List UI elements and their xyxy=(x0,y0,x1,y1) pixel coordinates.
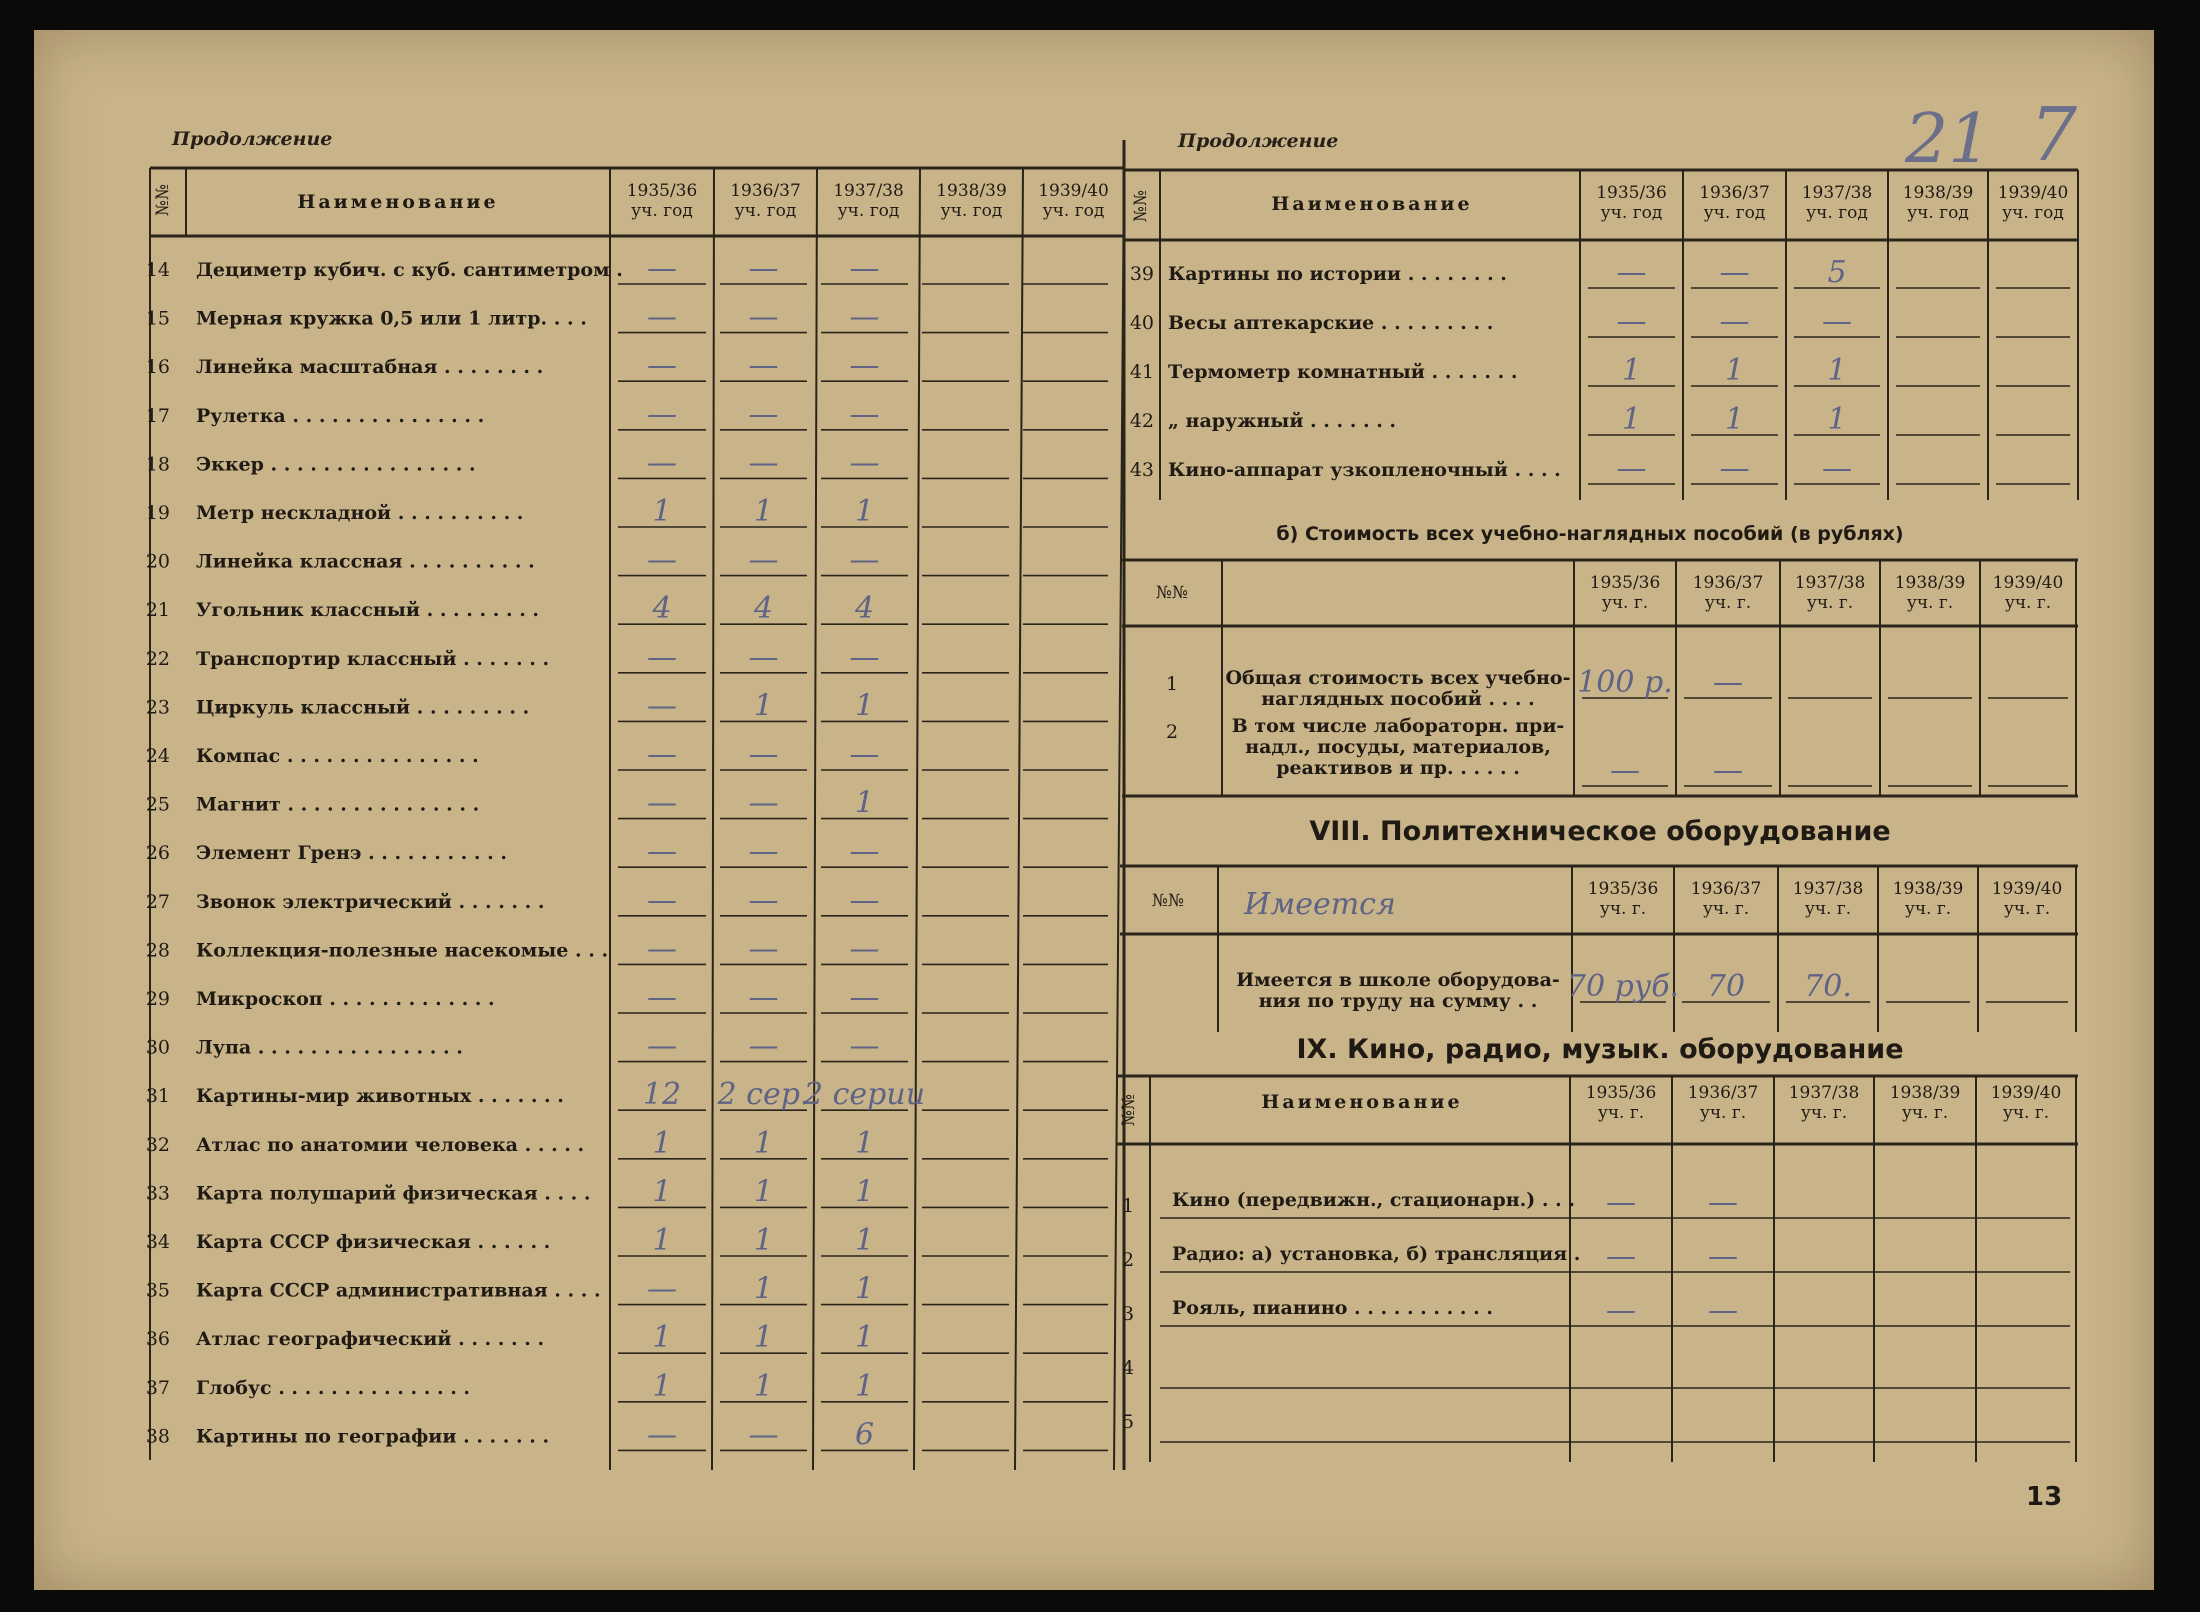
cell-value: — xyxy=(849,834,880,870)
continuation-label-right: Продолжение xyxy=(1178,130,1339,152)
cell-value: — xyxy=(1606,1239,1636,1274)
row-label: Угольник классный . . . . . . . . . xyxy=(196,599,540,622)
header-year: уч. год xyxy=(734,201,797,221)
row-number: 27 xyxy=(145,890,170,913)
cell-value: — xyxy=(1713,753,1743,788)
cell-value: — xyxy=(1606,1185,1636,1220)
row-number: 2 xyxy=(1121,1249,1135,1271)
cell-value: — xyxy=(647,445,677,481)
cell-value: 1 xyxy=(753,1368,774,1404)
cell-value: — xyxy=(1822,451,1852,486)
cell-value: 1 xyxy=(1621,353,1642,388)
row-label: Карта СССР административная . . . . xyxy=(196,1279,601,1302)
row-number: 33 xyxy=(145,1182,170,1205)
header-year: уч. г. xyxy=(1704,593,1752,613)
row-label: „ наружный . . . . . . . xyxy=(1168,410,1397,432)
header-year: 1938/39 xyxy=(1894,573,1966,593)
cell-value: — xyxy=(748,445,779,481)
row-number: 18 xyxy=(145,453,170,476)
header-year: 1935/36 xyxy=(1589,573,1661,593)
cell-value: — xyxy=(647,251,677,286)
row-label: Циркуль классный . . . . . . . . . xyxy=(196,696,530,719)
row-number: 17 xyxy=(145,404,170,427)
row-label: Эккер . . . . . . . . . . . . . . . . xyxy=(196,453,476,476)
cell-value: — xyxy=(849,542,880,578)
cell-value: 1 xyxy=(753,494,774,529)
header-year: 1936/37 xyxy=(1687,1083,1759,1103)
header-year: уч. г. xyxy=(2002,1103,2050,1123)
header-year: 1939/40 xyxy=(1990,1083,2062,1103)
row-label: Микроскоп . . . . . . . . . . . . . xyxy=(196,988,495,1010)
row-number: 34 xyxy=(145,1231,170,1253)
header-year: 1939/40 xyxy=(1992,573,2064,593)
cell-value: — xyxy=(647,1417,677,1453)
row-number: 4 xyxy=(1121,1357,1135,1379)
cell-value: — xyxy=(647,785,677,821)
header-year: уч. год xyxy=(2002,203,2064,223)
cell-value: 1 xyxy=(854,494,875,529)
header-year: 1936/37 xyxy=(1699,183,1770,203)
row-label: Кино (передвижн., стационарн.) . . . xyxy=(1172,1189,1575,1211)
cell-value: — xyxy=(1822,304,1852,339)
header-year: 1938/39 xyxy=(936,181,1007,201)
row-label: Рулетка . . . . . . . . . . . . . . . xyxy=(196,404,485,427)
header-year: 1935/36 xyxy=(626,181,698,201)
header-name: Наименование xyxy=(1261,1091,1463,1113)
cell-value: — xyxy=(849,737,880,772)
cell-value: — xyxy=(647,688,677,724)
row-label: Атлас по анатомии человека . . . . . xyxy=(196,1133,585,1156)
cell-value: — xyxy=(849,299,880,335)
header-year: уч. г. xyxy=(1597,1103,1645,1123)
row-number: 40 xyxy=(1129,312,1154,334)
row-number: 19 xyxy=(145,502,170,524)
row-label: Термометр комнатный . . . . . . . xyxy=(1168,361,1518,383)
cell-value: 1 xyxy=(854,688,875,724)
header-year: уч. год xyxy=(1907,203,1969,223)
header-year: 1937/38 xyxy=(1794,573,1866,593)
cell-value: 1 xyxy=(652,1125,672,1161)
cell-value: — xyxy=(849,348,880,384)
cell-value: — xyxy=(1610,753,1640,788)
header-year: уч. г. xyxy=(2003,899,2051,919)
row-number: 23 xyxy=(145,696,170,719)
header-year: 1937/38 xyxy=(1792,879,1864,899)
header-year: уч. г. xyxy=(1800,1103,1848,1123)
header-year: 1938/39 xyxy=(1902,183,1974,203)
row-label: надл., посуды, материалов, xyxy=(1245,736,1551,758)
row-label: Дециметр кубич. с куб. сантиметром . xyxy=(196,259,623,281)
cell-value: — xyxy=(647,639,677,675)
row-number: 21 xyxy=(145,599,170,622)
row-number: 43 xyxy=(1129,459,1154,481)
header-year: уч. год xyxy=(837,201,900,221)
row-number: 42 xyxy=(1129,410,1154,432)
col-rule xyxy=(1015,168,1023,1470)
cell-value: 100 р. xyxy=(1577,665,1673,700)
row-number: 1 xyxy=(1165,673,1179,695)
cell-value: — xyxy=(647,1271,677,1307)
cell-value: 4 xyxy=(652,591,672,627)
row-number: 26 xyxy=(145,842,170,865)
cell-value: — xyxy=(748,882,779,918)
row-label: Картины-мир животных . . . . . . . xyxy=(196,1085,564,1108)
header-year: уч. год xyxy=(1042,201,1105,221)
header-year: 1937/38 xyxy=(1788,1083,1860,1103)
row-number: 38 xyxy=(145,1425,170,1448)
header-year: уч. г. xyxy=(1601,593,1649,613)
row-number: 28 xyxy=(145,939,170,962)
cell-value: 1 xyxy=(652,1368,672,1404)
cell-value: — xyxy=(748,348,779,384)
cell-value: — xyxy=(647,882,677,918)
cell-value: 4 xyxy=(854,591,875,627)
handwritten-name: Имеется xyxy=(1244,887,1396,922)
cell-value: 1 xyxy=(854,1174,875,1210)
header-year: уч. г. xyxy=(1904,899,1952,919)
row-number: 1 xyxy=(1121,1195,1135,1217)
cell-value: — xyxy=(1719,451,1750,486)
row-label: Коллекция-полезные насекомые . . . xyxy=(196,939,609,962)
row-label: Имеется в школе оборудова- xyxy=(1236,969,1560,991)
cell-value: 1 xyxy=(854,1271,875,1307)
col-rule xyxy=(914,168,920,1470)
cell-value: 1 xyxy=(652,1320,672,1356)
cell-value: 1 xyxy=(652,494,672,529)
cell-value: 70 xyxy=(1706,969,1746,1004)
cell-value: — xyxy=(849,931,880,967)
cell-value: — xyxy=(647,396,677,432)
row-number: 14 xyxy=(145,259,170,281)
cell-value: — xyxy=(647,980,677,1015)
cell-value: 1 xyxy=(753,688,774,724)
cell-value: 70 руб. xyxy=(1566,969,1680,1004)
cell-value: — xyxy=(748,396,779,432)
row-label: Лупа . . . . . . . . . . . . . . . . xyxy=(196,1036,463,1059)
row-label: Радио: а) установка, б) трансляция . xyxy=(1172,1243,1581,1265)
row-number: 25 xyxy=(145,793,170,816)
page-number: 13 xyxy=(2026,1482,2063,1512)
row-number: 35 xyxy=(145,1279,170,1302)
header-year: уч. г. xyxy=(1702,899,1750,919)
row-label: Метр нескладной . . . . . . . . . . xyxy=(196,502,524,524)
header-year: уч. г. xyxy=(1804,899,1852,919)
row-label: Картины по истории . . . . . . . . xyxy=(1168,263,1507,285)
cell-value: 1 xyxy=(1724,402,1745,437)
row-label: Элемент Гренэ . . . . . . . . . . . xyxy=(196,842,507,865)
row-label: В том числе лабораторн. при- xyxy=(1231,715,1565,737)
row-label: Атлас географический . . . . . . . xyxy=(196,1328,545,1351)
cell-value: — xyxy=(849,251,880,286)
header-num: №№ xyxy=(1151,891,1185,911)
header-num: №№ xyxy=(1155,583,1189,603)
cell-value: — xyxy=(647,1028,677,1064)
row-number: 24 xyxy=(145,745,170,767)
header-year: 1936/37 xyxy=(1692,573,1764,593)
header-year: 1938/39 xyxy=(1889,1083,1961,1103)
header-year: уч. г. xyxy=(1599,899,1647,919)
row-number: 16 xyxy=(145,356,170,379)
cell-value: — xyxy=(1708,1239,1738,1274)
header-year: уч. год xyxy=(1703,203,1766,223)
header-year: 1939/40 xyxy=(1038,181,1109,201)
cell-value: 5 xyxy=(1827,255,1847,290)
row-label: Компас . . . . . . . . . . . . . . . xyxy=(196,745,479,767)
row-number: 30 xyxy=(145,1036,170,1059)
cell-value: — xyxy=(748,1417,779,1453)
cell-value: — xyxy=(1606,1293,1636,1328)
cell-value: — xyxy=(647,834,677,870)
header-year: 1935/36 xyxy=(1596,183,1667,203)
cell-value: 1 xyxy=(854,785,875,821)
row-number: 20 xyxy=(145,550,170,573)
cell-value: 1 xyxy=(854,1368,875,1404)
cell-value: — xyxy=(647,737,677,772)
row-number: 22 xyxy=(145,647,170,670)
header-year: уч. г. xyxy=(1806,593,1854,613)
cell-value: — xyxy=(1708,1293,1738,1328)
cell-value: — xyxy=(748,834,779,870)
row-label: Мерная кружка 0,5 или 1 литр. . . . xyxy=(196,307,587,330)
header-year: 1936/37 xyxy=(1690,879,1762,899)
row-number: 31 xyxy=(145,1085,170,1108)
row-number: 2 xyxy=(1165,721,1179,743)
row-label: Кино-аппарат узкопленочный . . . . xyxy=(1168,459,1561,481)
cell-value: — xyxy=(748,251,779,286)
cell-value: — xyxy=(1616,451,1647,486)
row-number: 5 xyxy=(1121,1411,1135,1433)
cell-value: — xyxy=(1719,304,1750,339)
header-year: уч. г. xyxy=(1906,593,1954,613)
header-num: №№ xyxy=(1131,189,1151,223)
cell-value: 1 xyxy=(854,1125,875,1161)
header-year: 1939/40 xyxy=(1997,183,2069,203)
cell-value: — xyxy=(748,299,779,335)
row-label: Глобус . . . . . . . . . . . . . . . xyxy=(196,1376,471,1399)
cell-value: — xyxy=(849,980,880,1015)
header-year: 1937/38 xyxy=(833,181,904,201)
row-label: Транспортир классный . . . . . . . xyxy=(196,647,550,670)
row-label: Магнит . . . . . . . . . . . . . . . xyxy=(196,793,480,816)
cell-value: — xyxy=(748,785,779,821)
cell-value: — xyxy=(849,639,880,675)
cell-value: 1 xyxy=(753,1223,774,1258)
cell-value: — xyxy=(748,931,779,967)
row-number: 15 xyxy=(145,307,170,330)
header-year: 1935/36 xyxy=(1585,1083,1657,1103)
header-year: уч. год xyxy=(1600,203,1663,223)
header-name: Наименование xyxy=(1271,193,1473,215)
row-label: Линейка классная . . . . . . . . . . xyxy=(196,550,535,573)
cell-value: 1 xyxy=(1621,402,1642,437)
cell-value: — xyxy=(647,542,677,578)
cell-value: 1 xyxy=(1827,353,1847,388)
cell-value: — xyxy=(748,639,779,675)
header-year: уч. год xyxy=(1806,203,1868,223)
cell-value: — xyxy=(647,348,677,384)
row-number: 32 xyxy=(145,1133,170,1156)
col-rule xyxy=(813,168,817,1470)
section-viii-title: VIII. Политехническое оборудование xyxy=(1309,816,1891,847)
row-label: наглядных пособий . . . . xyxy=(1261,688,1535,710)
section-ix-title: IX. Кино, радио, музык. оборудование xyxy=(1296,1034,1904,1065)
cell-value: — xyxy=(849,396,880,432)
cell-value: 1 xyxy=(753,1320,774,1356)
cell-value: — xyxy=(1719,255,1750,290)
row-label: Звонок электрический . . . . . . . xyxy=(196,890,545,913)
cell-value: — xyxy=(849,882,880,918)
cell-value: 2 сер. xyxy=(717,1077,810,1113)
header-year: 1938/39 xyxy=(1892,879,1964,899)
cell-value: — xyxy=(849,445,880,481)
header-year: уч. год xyxy=(631,201,693,221)
header-year: уч. г. xyxy=(1699,1103,1747,1123)
cell-value: — xyxy=(647,931,677,967)
cell-value: — xyxy=(1616,304,1647,339)
cell-value: — xyxy=(647,299,677,335)
row-label: Общая стоимость всех учебно- xyxy=(1225,667,1571,689)
row-number: 36 xyxy=(145,1328,170,1351)
cell-value: — xyxy=(1708,1185,1738,1220)
cell-value: — xyxy=(748,737,779,772)
cell-value: 1 xyxy=(854,1320,875,1356)
header-num: №№ xyxy=(153,183,173,217)
cell-value: 1 xyxy=(854,1223,875,1258)
cell-value: 4 xyxy=(753,591,774,627)
cell-value: 1 xyxy=(753,1271,774,1307)
row-label: ния по труду на сумму . . xyxy=(1258,990,1538,1012)
cell-value: 1 xyxy=(652,1223,672,1258)
corner-mark-7: 7 xyxy=(2030,92,2078,178)
header-year: уч. г. xyxy=(1901,1103,1949,1123)
cell-value: — xyxy=(748,980,779,1015)
cell-value: — xyxy=(748,542,779,578)
header-num: №№ xyxy=(1119,1093,1139,1127)
header-year: 1937/38 xyxy=(1801,183,1873,203)
cell-value: — xyxy=(849,1028,880,1064)
row-number: 3 xyxy=(1121,1303,1135,1325)
row-number: 29 xyxy=(145,988,170,1010)
cell-value: — xyxy=(1616,255,1647,290)
cell-value: 1 xyxy=(753,1174,774,1210)
cell-value: 2 серии xyxy=(803,1077,926,1113)
cell-value: 12 xyxy=(642,1077,682,1113)
row-label: Карта полушарий физическая . . . . xyxy=(196,1182,591,1205)
row-number: 39 xyxy=(1129,263,1154,285)
row-label: Картины по географии . . . . . . . xyxy=(196,1425,550,1448)
header-name: Наименование xyxy=(297,191,499,213)
cost-section-title: б) Стоимость всех учебно-наглядных пособий (в рублях) xyxy=(1276,523,1904,545)
header-year: 1939/40 xyxy=(1991,879,2063,899)
row-number: 37 xyxy=(145,1376,170,1399)
cell-value: 1 xyxy=(1827,402,1847,437)
row-label: реактивов и пр. . . . . . xyxy=(1276,757,1520,779)
cell-value: — xyxy=(748,1028,779,1064)
cell-value: 1 xyxy=(652,1174,672,1210)
row-number: 41 xyxy=(1129,361,1154,383)
row-label: Линейка масштабная . . . . . . . . xyxy=(196,356,544,379)
header-year: 1936/37 xyxy=(730,181,801,201)
header-year: уч. г. xyxy=(2004,593,2052,613)
cell-value: 6 xyxy=(854,1417,875,1453)
corner-mark-21: 21 xyxy=(1905,100,1992,179)
row-label: Карта СССР физическая . . . . . . xyxy=(196,1231,551,1253)
col-rule xyxy=(712,168,714,1470)
cell-value: 70. xyxy=(1804,969,1852,1004)
cell-value: 1 xyxy=(1724,353,1745,388)
header-year: 1935/36 xyxy=(1587,879,1659,899)
cell-value: — xyxy=(1713,665,1743,700)
cell-value: 1 xyxy=(753,1125,774,1161)
header-year: уч. год xyxy=(940,201,1003,221)
continuation-label-left: Продолжение xyxy=(172,128,333,150)
row-label: Весы аптекарские . . . . . . . . . xyxy=(1168,312,1494,334)
row-label: Рояль, пианино . . . . . . . . . . . xyxy=(1172,1297,1493,1319)
